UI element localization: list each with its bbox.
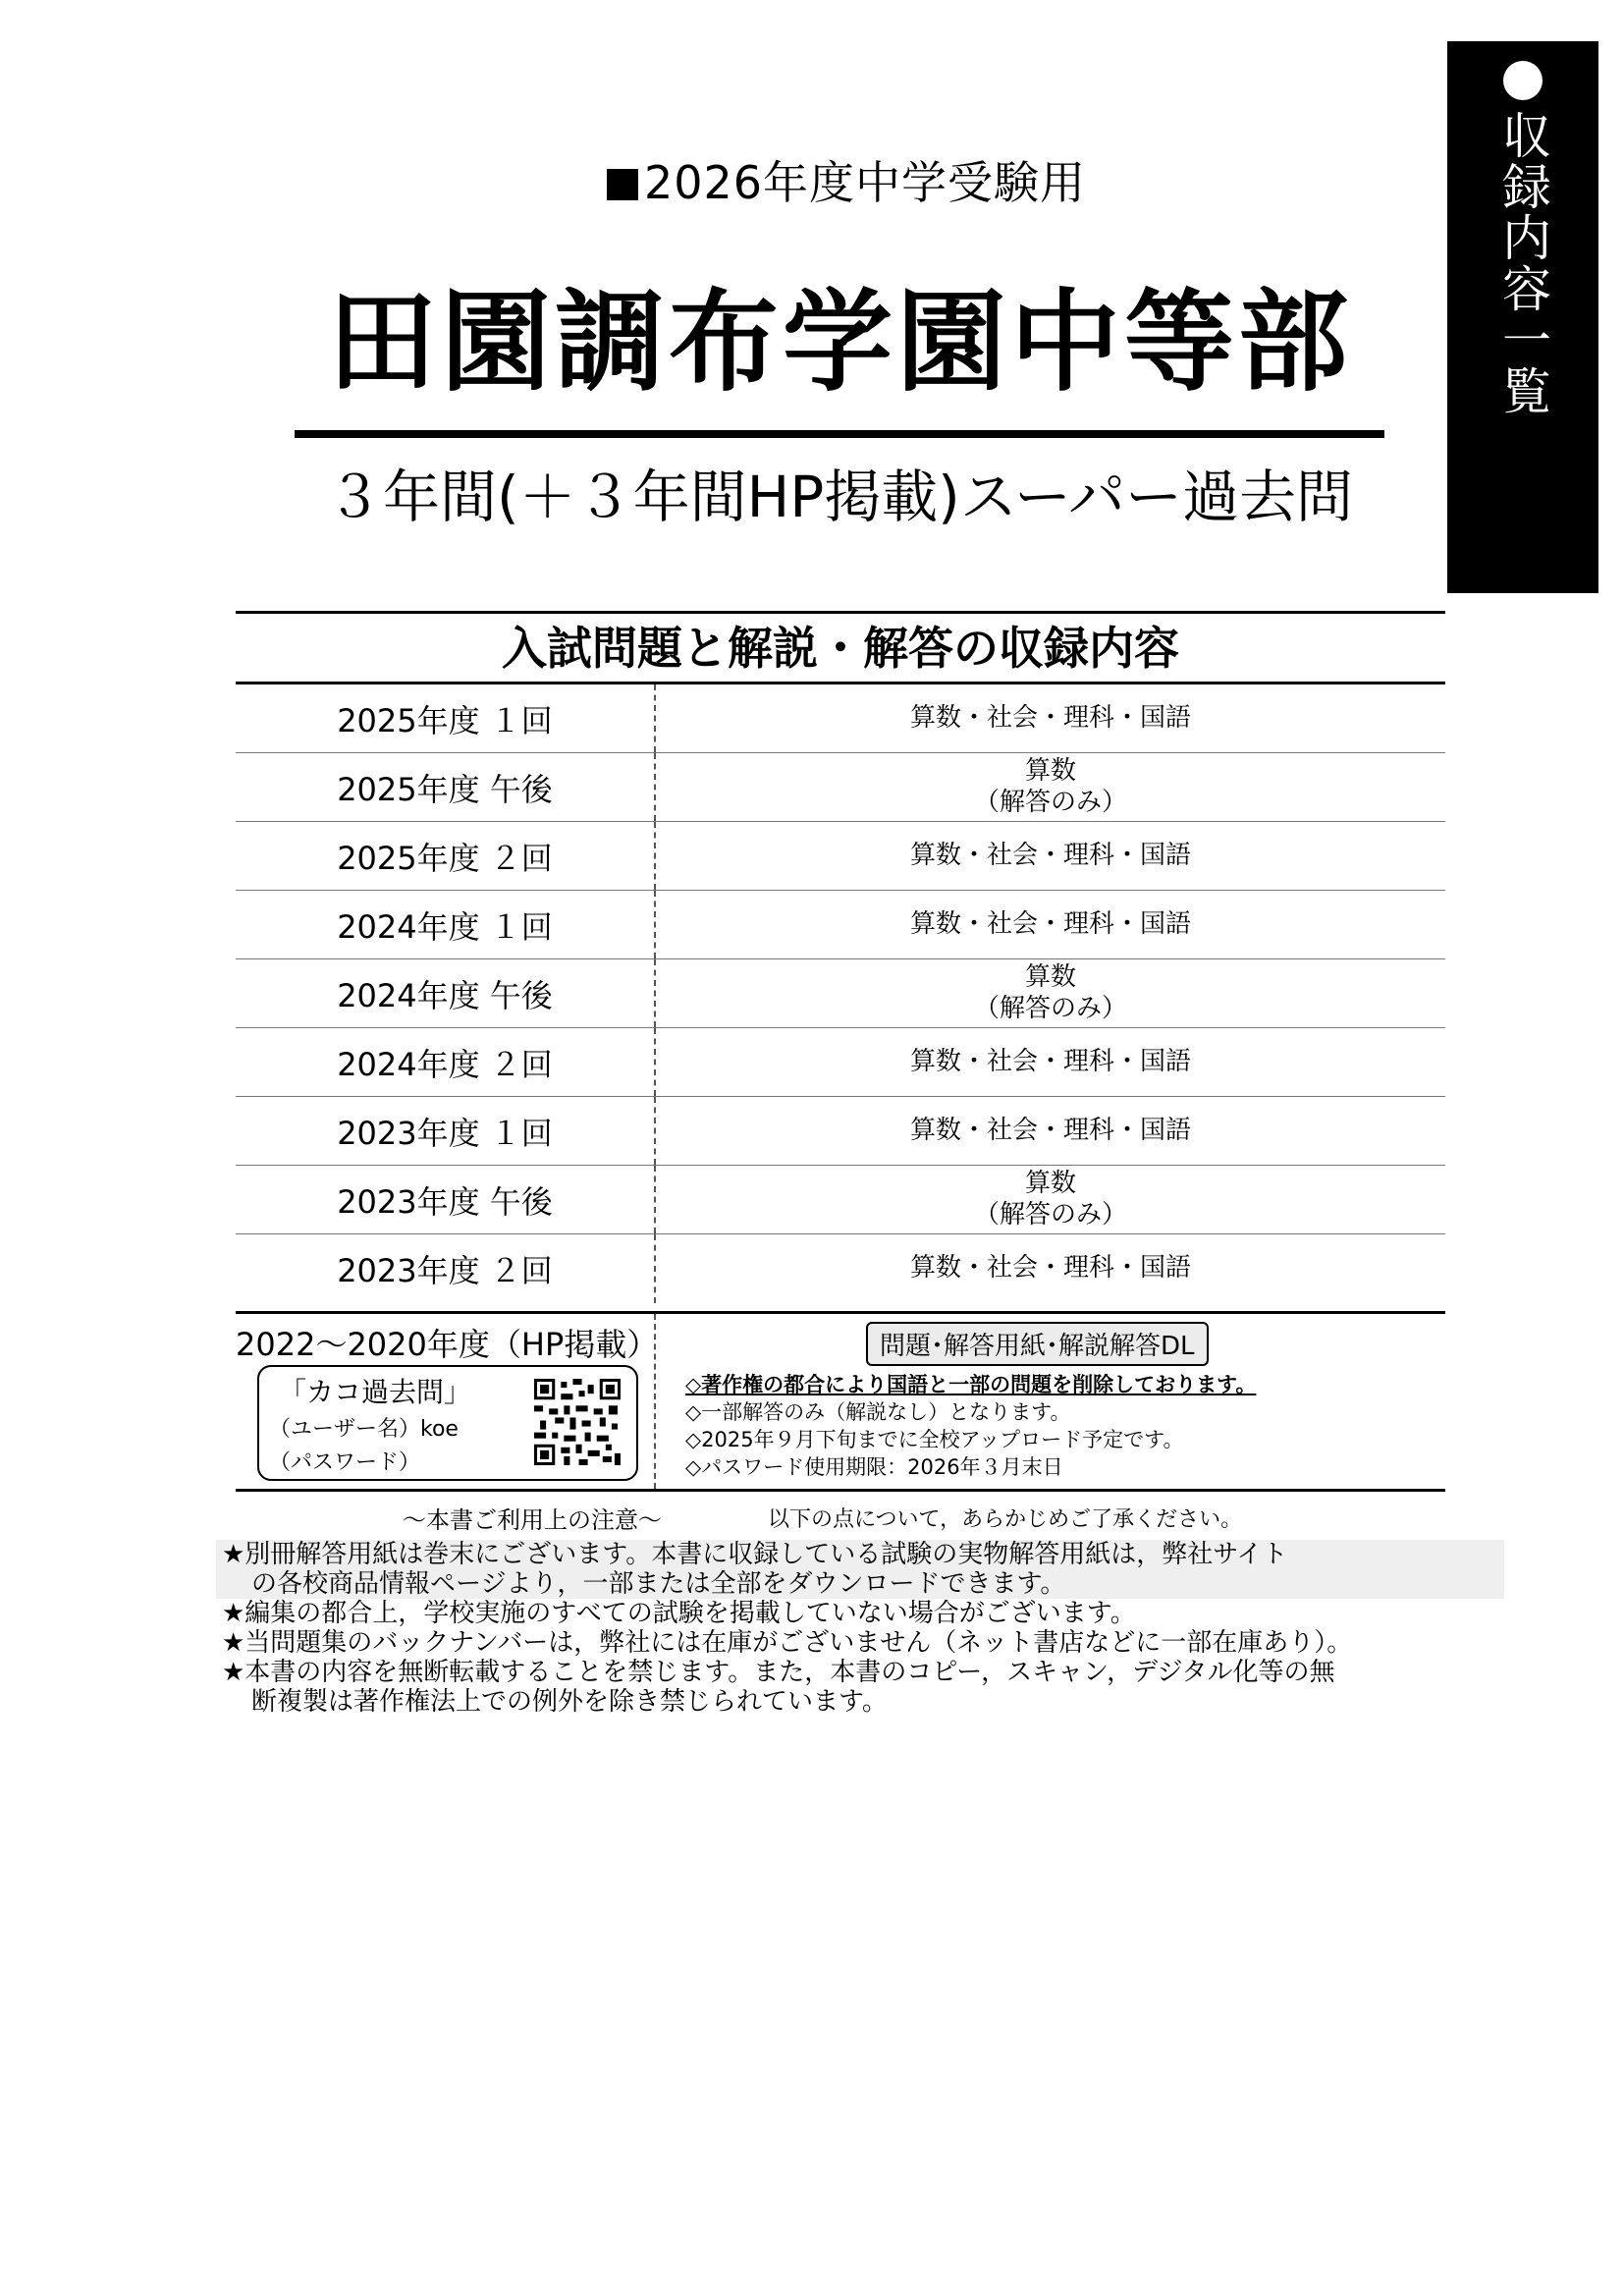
row-year: 2025年度 午後: [236, 753, 656, 821]
table-row: [236, 1166, 1445, 1234]
table-row: [236, 891, 1445, 959]
caution-list: [222, 1540, 1498, 1717]
bullet-dot-icon: [1503, 61, 1543, 100]
kako-login-box: [257, 1365, 638, 1481]
row-year: 2024年度 ２回: [236, 1028, 656, 1096]
kako-username: （ユーザー名）koe: [269, 1417, 459, 1442]
row-subjects-cell: [656, 1166, 1445, 1233]
row-subjects-cell: [656, 822, 1445, 890]
row-subjects: 算数・社会・理科・国語: [909, 840, 1191, 870]
caution-item: の各校商品情報ページより，一部または全部をダウンロードできます。: [251, 1569, 1066, 1599]
table-row: [236, 1097, 1445, 1166]
row-note: （解答のみ）: [973, 993, 1127, 1023]
row-year: 2024年度 １回: [236, 891, 656, 958]
row-year: 2025年度 １回: [236, 684, 656, 752]
row-subjects-cell: [656, 959, 1445, 1027]
row-subjects: 算数: [1024, 1169, 1076, 1199]
table-row: [236, 1028, 1445, 1097]
row-subjects-cell: [656, 684, 1445, 752]
side-tab-label: 収録内容一覧: [1494, 110, 1551, 416]
table-row: [236, 753, 1445, 822]
caution-item: ★編集の都合上，学校実施のすべての試験を掲載していない場合がございます。: [222, 1599, 1136, 1628]
exam-year-header: [0, 147, 1624, 212]
hp-note: ◇2025年９月下旬までに全校アップロード予定です。: [685, 1428, 1184, 1451]
row-year: 2025年度 ２回: [236, 822, 656, 890]
kako-title: 「カコ過去問」: [279, 1376, 472, 1408]
hp-section: [236, 1314, 1445, 1489]
usage-heading: ～本書ご利用上の注意～: [403, 1506, 662, 1534]
school-title: 田園調布学園中等部: [327, 279, 1352, 407]
row-subjects-cell: [656, 1028, 1445, 1096]
row-subjects-cell: [656, 891, 1445, 958]
row-subjects: 算数・社会・理科・国語: [909, 908, 1191, 939]
download-badge: 問題･解答用紙･解説解答DL: [866, 1322, 1209, 1366]
side-tab: [1447, 41, 1598, 593]
row-year: 2023年度 午後: [236, 1166, 656, 1233]
row-subjects: 算数: [1024, 962, 1076, 993]
row-note: （解答のみ）: [973, 787, 1127, 817]
table-row: [236, 1234, 1445, 1303]
row-subjects: 算数: [1024, 756, 1076, 787]
caution-item: ★本書の内容を無断転載することを禁じます。また，本書のコピー，スキャン，デジタル化等の無: [222, 1658, 1335, 1687]
hp-note: ◇パスワード使用期限：2026年３月末日: [685, 1455, 1063, 1479]
row-subjects: 算数・社会・理科・国語: [909, 1253, 1191, 1284]
caution-highlight: [216, 1540, 1504, 1599]
table-row: [236, 959, 1445, 1028]
row-subjects-cell: [656, 1234, 1445, 1303]
hp-note: ◇一部解答のみ（解説なし）となります。: [685, 1400, 1071, 1424]
row-year: 2023年度 ２回: [236, 1234, 656, 1303]
caution-item: 断複製は著作権法上での例外を除き禁じられています。: [251, 1687, 888, 1717]
row-subjects: 算数・社会・理科・国語: [909, 1046, 1191, 1076]
table-top-rule: [236, 611, 1445, 614]
row-subjects: 算数・社会・理科・国語: [909, 1115, 1191, 1145]
usage-intro: 以下の点について，あらかじめご了承ください。: [768, 1507, 1243, 1532]
caution-item: ★当問題集のバックナンバーは，弊社には在庫がございません（ネット書店などに一部在庫あり）。: [222, 1628, 1353, 1658]
black-square-icon: [607, 169, 638, 200]
table-row: [236, 684, 1445, 753]
table-bottom-rule: [236, 1489, 1445, 1492]
contents-table: [236, 684, 1445, 1303]
row-note: （解答のみ）: [973, 1199, 1127, 1230]
row-year: 2023年度 １回: [236, 1097, 656, 1165]
exam-year-text: 2026年度中学受験用: [643, 156, 1087, 209]
hp-note: ◇著作権の都合により国語と一部の問題を削除しております。: [685, 1373, 1257, 1396]
book-subtitle: ３年間(＋３年間HP掲載)スーパー過去問: [325, 464, 1354, 530]
hp-left-cell: [236, 1314, 659, 1489]
qr-code-icon: [534, 1379, 621, 1465]
hp-years: 2022～2020年度（HP掲載）: [236, 1326, 659, 1363]
table-caption: 入試問題と解説・解答の収録内容: [502, 622, 1179, 675]
hp-right-cell: [656, 1314, 1445, 1489]
title-rule: [295, 430, 1384, 438]
row-subjects-cell: [656, 1097, 1445, 1165]
row-subjects: 算数・社会・理科・国語: [909, 702, 1191, 733]
row-subjects-cell: [656, 753, 1445, 821]
row-year: 2024年度 午後: [236, 959, 656, 1027]
table-row: [236, 822, 1445, 891]
kako-password: （パスワード）: [269, 1450, 421, 1475]
hp-notes: [685, 1371, 1256, 1481]
caution-item: ★別冊解答用紙は巻末にございます。本書に収録している試験の実物解答用紙は，弊社サイト: [222, 1540, 1288, 1569]
